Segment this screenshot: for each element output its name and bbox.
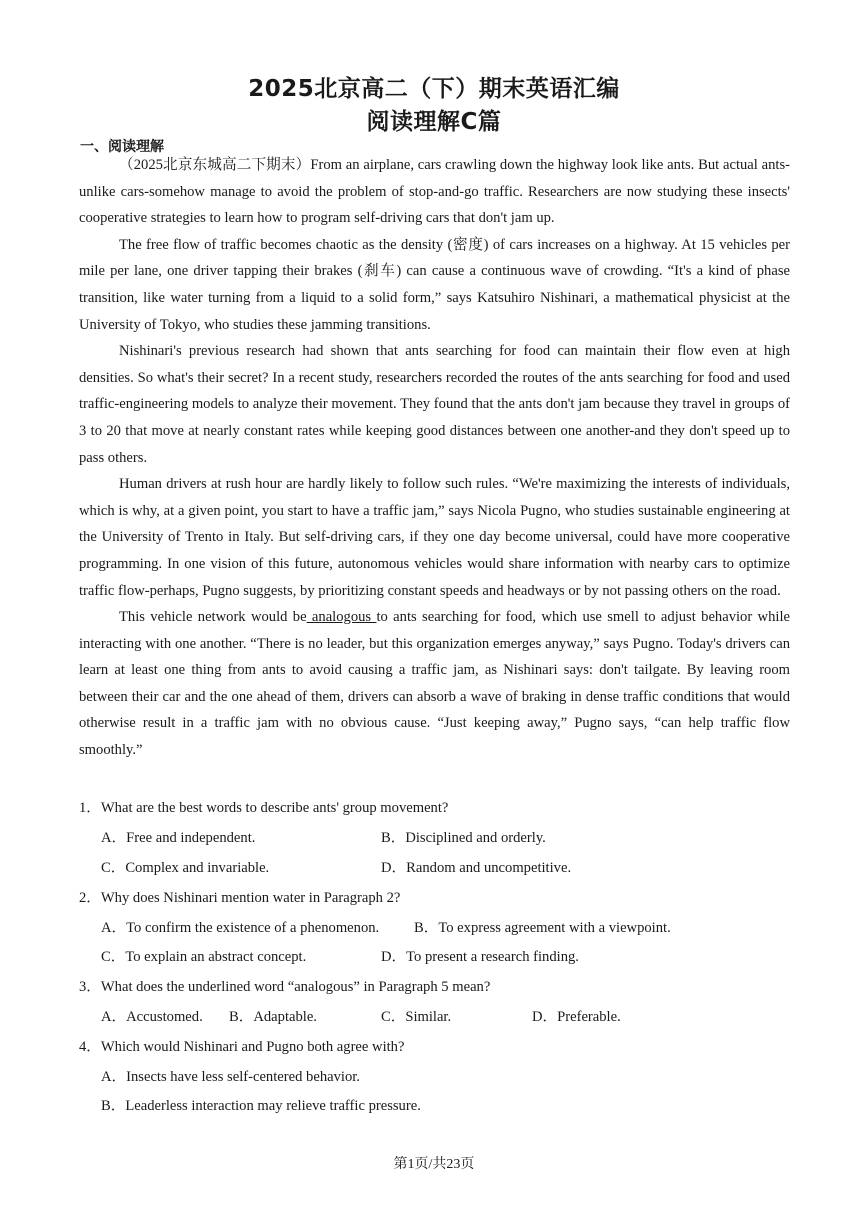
question-2-option-c: C．To explain an abstract concept.	[101, 949, 307, 965]
question-1-option-c: C．Complex and invariable.	[101, 860, 270, 876]
question-3-option-a: A．Accustomed.	[101, 1009, 203, 1025]
question-4-option-b: B．Leaderless interaction may relieve traffic pressure.	[101, 1098, 421, 1114]
underlined-word: analogous	[306, 609, 377, 626]
source-note: （2025北京东城高二下期末）	[119, 157, 311, 173]
question-1-option-a: A．Free and independent.	[101, 830, 256, 846]
question-2-option-d: D．To present a research finding.	[381, 949, 579, 965]
reading-passage	[79, 152, 790, 764]
question-1-option-b: B．Disciplined and orderly.	[381, 830, 546, 846]
question-3-option-c: C．Similar.	[381, 1009, 452, 1025]
question-1-option-d: D．Random and uncompetitive.	[381, 860, 572, 876]
document-subtitle: 阅读理解C篇	[366, 109, 502, 135]
question-3-option-b: B．Adaptable.	[229, 1009, 317, 1025]
paragraph-5: This vehicle network would be analogous to ants searching for food, which use smell to adjust behavior while interacting with one another. “There is no leader, but this organization emerges anyway,” says Pugno. Today's drivers can learn at least one thing from ants to avoid causing a traffic jam, as Nishinari says: don't tailgate. By leaving room between their car and the one ahead of them, drivers can absorb a wave of braking in dense traffic conditions that would otherwise result in a traffic jam with no obvious cause. “Just keeping away,” Pugno says, “can help traffic flow smoothly.”	[79, 609, 790, 759]
question-2-stem: 2．Why does Nishinari mention water in Paragraph 2?	[79, 890, 401, 906]
question-2-option-a: A．To confirm the existence of a phenomenon.	[101, 920, 380, 936]
question-4-option-a: A．Insects have less self-centered behavior.	[101, 1069, 360, 1085]
paragraph-2: The free flow of traffic becomes chaotic as the density (密度) of cars increases on a highway. At 15 vehicles per mile per lane, one driver tapping their brakes (刹车) can cause a continuous wave of crowding. “It's a kind of phase transition, like water turning from a liquid to a solid form,” says Katsuhiro Nishinari, a mathematical physicist at the University of Tokyo, who studies these jamming transitions.	[79, 236, 790, 333]
page-number: 第1页/共23页	[393, 1157, 475, 1172]
question-3-stem: 3．What does the underlined word “analogous” in Paragraph 5 mean?	[79, 979, 491, 995]
section-heading: 一、阅读理解	[80, 139, 164, 155]
document-title: 2025北京高二（下）期末英语汇编	[248, 76, 620, 102]
question-4-stem: 4．Which would Nishinari and Pugno both agree with?	[79, 1039, 405, 1055]
paragraph-4: Human drivers at rush hour are hardly likely to follow such rules. “We're maximizing the interests of individuals, which is why, at a given point, you start to have a traffic jam,” says Nicola Pugno, who studies sustainable engineering at the University of Trento in Italy. But self-driving cars, if they one day become universal, could have more cooperative programming. In one vision of this future, autonomous vehicles would share information with nearby cars to optimize traffic flow-perhaps, Pugno suggests, by prioritizing constant speeds and headways or by not passing others on the road.	[79, 476, 790, 599]
paragraph-1: （2025北京东城高二下期末）From an airplane, cars crawling down the highway look like ants. But actual ants-unlike cars-somehow manage to avoid the problem of stop-and-go traffic. Researchers are now studying these insects' cooperative strategies to learn how to program self-driving cars that don't jam up.	[79, 157, 790, 227]
question-1-stem: 1．What are the best words to describe ants' group movement?	[79, 800, 449, 816]
question-3-option-d: D．Preferable.	[532, 1009, 621, 1025]
paragraph-3: Nishinari's previous research had shown that ants searching for food can maintain their flow even at high densities. So what's their secret? In a recent study, researchers recorded the routes of the ants searching for food and used traffic-engineering models to analyze their movement. They found that the ants don't jam because they travel in groups of 3 to 20 that move at nearly constant rates while keeping good distances between one another-and they don't speed up to pass others.	[79, 343, 790, 466]
question-2-option-b: B．To express agreement with a viewpoint.	[414, 920, 671, 936]
